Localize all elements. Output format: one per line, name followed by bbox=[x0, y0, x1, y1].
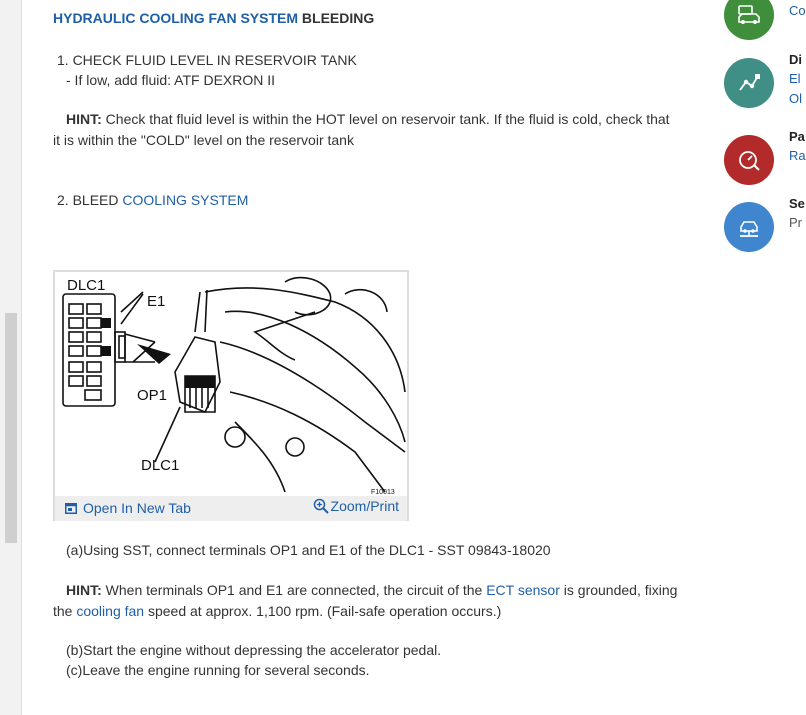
service-lift-icon bbox=[724, 202, 774, 252]
hint-2-text-2: is grounded, fixing bbox=[559, 582, 678, 598]
hint-1-text-line2: it is within the "COLD" level on the reservoir tank bbox=[53, 132, 354, 148]
sidebar-item-service[interactable] bbox=[724, 196, 805, 252]
figure-code: F10013 bbox=[371, 489, 395, 496]
section-title-link[interactable]: HYDRAULIC COOLING FAN SYSTEM bbox=[53, 10, 299, 26]
label-dlc1-bottom: DLC1 bbox=[141, 457, 180, 474]
hint-1-text-line1: Check that fluid level is within the HOT level on reservoir tank. If the fluid is cold, check that bbox=[101, 111, 670, 127]
sidebar-item-diagrams-title: Di bbox=[789, 52, 802, 67]
open-new-tab-label: Open In New Tab bbox=[83, 500, 191, 516]
zoom-icon bbox=[313, 498, 329, 514]
zoom-print-label: Zoom/Print bbox=[330, 498, 399, 514]
hint-2-text-1: When terminals OP1 and E1 are connected, the circuit of the bbox=[101, 582, 487, 598]
vehicle-diagnostic-icon bbox=[724, 0, 774, 40]
section-title-rest: BLEEDING bbox=[298, 10, 375, 26]
hint-2-label: HINT: bbox=[66, 582, 102, 598]
instruction-b: (b)Start the engine without depressing the accelerator pedal. bbox=[66, 642, 442, 658]
step-2-heading bbox=[57, 190, 248, 210]
hint-2-text-4: speed at approx. 1,100 rpm. (Fail-safe operation occurs.) bbox=[144, 603, 502, 619]
label-op1: OP1 bbox=[137, 387, 168, 404]
figure-toolbar bbox=[55, 496, 407, 521]
cooling-fan-link[interactable]: cooling fan bbox=[76, 603, 145, 619]
sidebar-item-parts-link[interactable]: Ra bbox=[789, 148, 806, 163]
sidebar-item-diagrams-link[interactable]: El bbox=[789, 71, 801, 86]
open-new-tab-button[interactable] bbox=[65, 500, 191, 516]
step-2-prefix: 2. BLEED bbox=[57, 192, 123, 208]
instruction-c: (c)Leave the engine running for several seconds. bbox=[66, 662, 370, 678]
sidebar-item-service-title: Se bbox=[789, 196, 805, 211]
step-1-heading: 1. CHECK FLUID LEVEL IN RESERVOIR TANK bbox=[57, 52, 357, 68]
parts-gauge-icon bbox=[724, 135, 774, 185]
sidebar-item-diagnostics-link[interactable]: Co bbox=[789, 3, 806, 18]
hint-1 bbox=[53, 109, 685, 151]
sidebar-item-diagrams[interactable] bbox=[724, 52, 802, 108]
label-e1: E1 bbox=[147, 293, 166, 310]
ect-sensor-link[interactable]: ECT sensor bbox=[486, 582, 560, 598]
sidebar-item-parts-title: Pa bbox=[789, 129, 805, 144]
sidebar-item-diagrams-link-2[interactable]: Ol bbox=[789, 91, 802, 106]
section-title bbox=[53, 10, 374, 26]
zoom-print-button[interactable] bbox=[313, 498, 399, 514]
cooling-system-link[interactable]: COOLING SYSTEM bbox=[122, 192, 249, 208]
hint-2 bbox=[53, 580, 685, 622]
sidebar-item-diagnostics[interactable] bbox=[724, 0, 806, 40]
diagram-figure bbox=[53, 270, 409, 521]
sidebar-item-service-sub: Pr bbox=[789, 215, 802, 230]
open-new-tab-icon bbox=[65, 503, 77, 514]
dlc1-terminal-diagram[interactable] bbox=[55, 272, 407, 496]
step-1-subitem: - If low, add fluid: ATF DEXRON II bbox=[66, 72, 276, 88]
instruction-a: (a)Using SST, connect terminals OP1 and E1 of the DLC1 - SST 09843-18020 bbox=[66, 542, 551, 558]
diagram-wiring-icon bbox=[724, 58, 774, 108]
left-scrollbar-thumb[interactable] bbox=[5, 313, 17, 543]
label-dlc1-top: DLC1 bbox=[67, 277, 106, 294]
hint-1-label: HINT: bbox=[66, 111, 102, 127]
left-scrollbar-track[interactable] bbox=[0, 0, 22, 715]
sidebar-item-parts[interactable] bbox=[724, 129, 806, 185]
hint-2-text-3: the bbox=[53, 603, 77, 619]
